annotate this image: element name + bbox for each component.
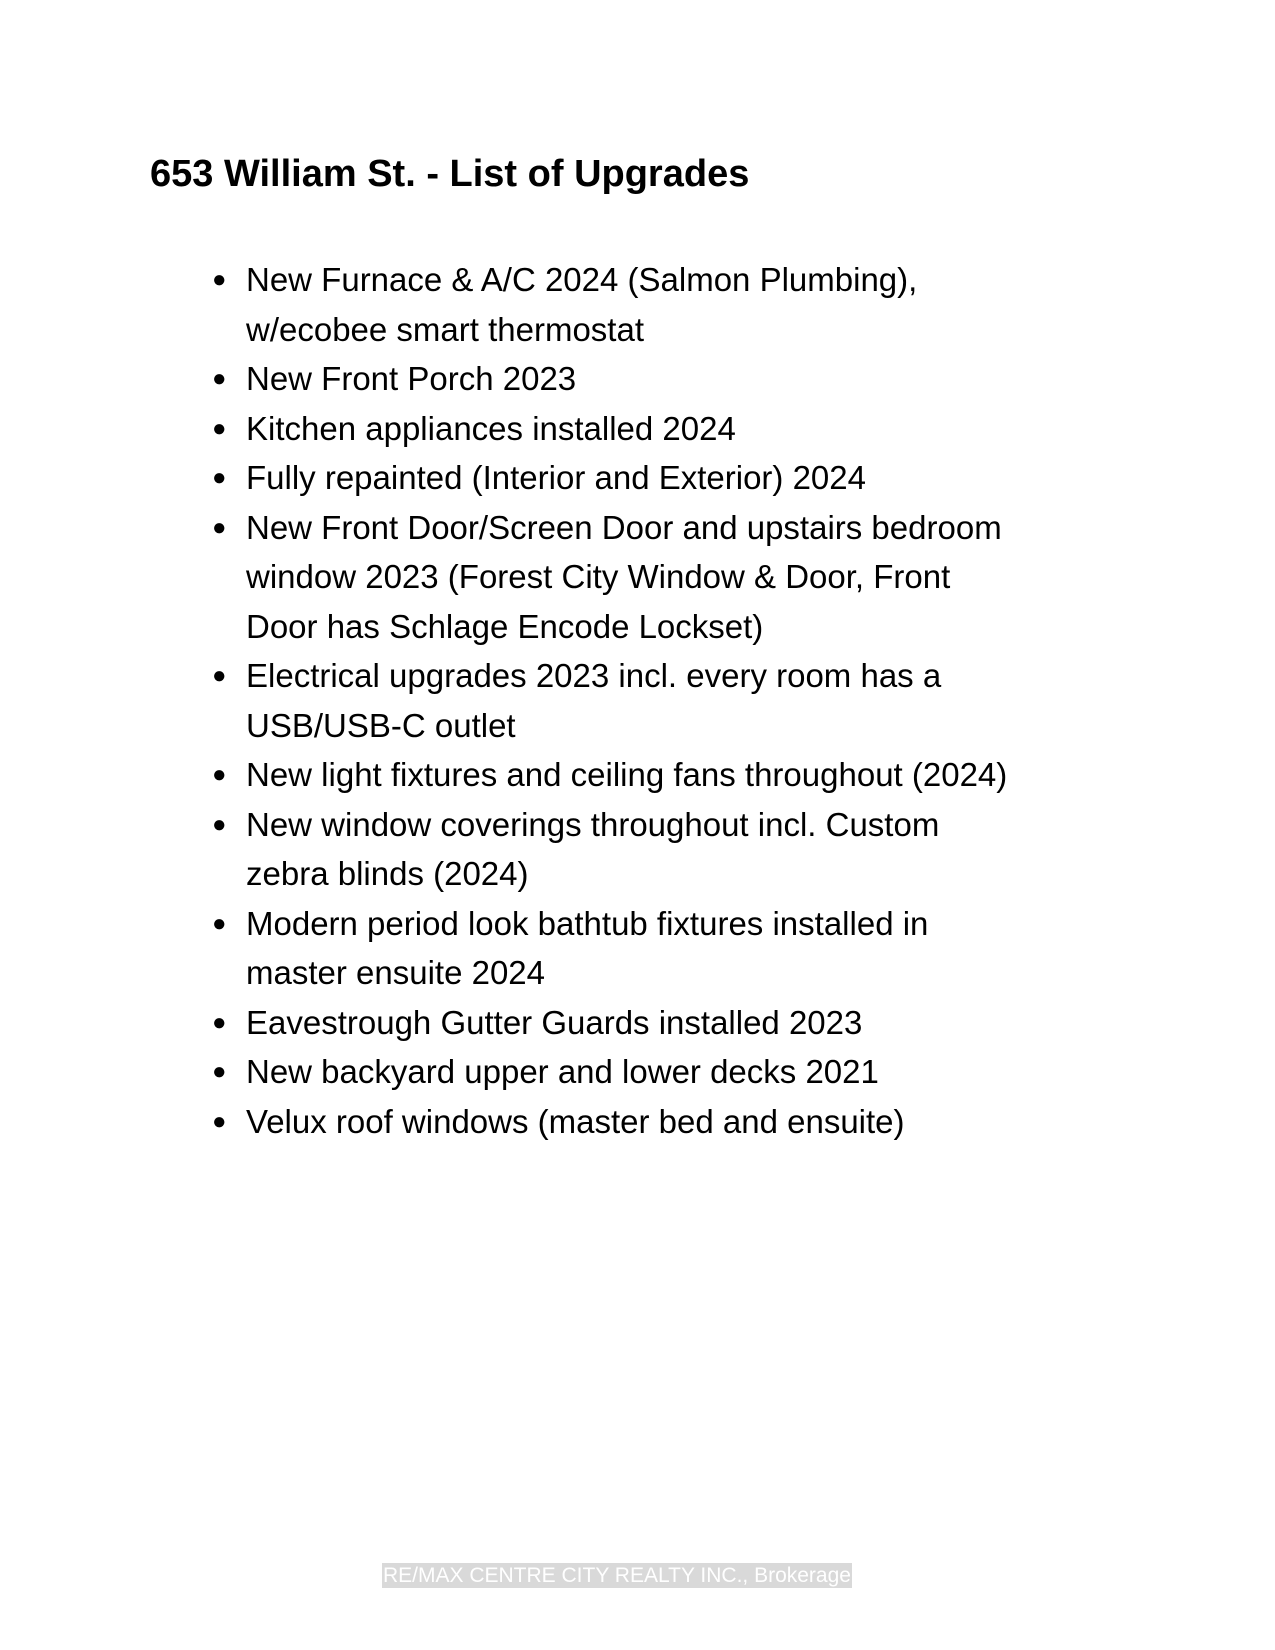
upgrade-list-item	[212, 1047, 1132, 1097]
upgrade-item-text: master ensuite 2024	[246, 954, 546, 991]
bullet-icon: ●	[212, 513, 227, 541]
upgrades-list	[212, 255, 1132, 1146]
upgrade-item-text: New light fixtures and ceiling fans throughout (2024)	[246, 756, 1008, 793]
bullet-icon: ●	[212, 365, 227, 392]
upgrade-item-text: Door has Schlage Encode Lockset)	[246, 607, 764, 645]
bullet-icon: ●	[212, 1107, 227, 1135]
upgrade-list-item	[212, 800, 1132, 899]
upgrade-item-text: Modern period look bathtub fixtures installed in	[246, 904, 929, 942]
bullet-icon: ●	[212, 761, 227, 788]
upgrade-item-text: Eavestrough Gutter Guards installed 2023	[246, 1003, 863, 1041]
bullet-icon: ●	[212, 909, 227, 937]
upgrade-item-text: window 2023 (Forest City Window & Door, Front	[246, 558, 951, 595]
upgrade-item-text: Electrical upgrades 2023 incl. every room has a	[246, 657, 942, 694]
bullet-icon: ●	[212, 464, 227, 491]
upgrade-item-text: New backyard upper and lower decks 2021	[246, 1053, 879, 1090]
bullet-icon: ●	[212, 1058, 227, 1085]
upgrade-list-item	[212, 354, 1132, 404]
bullet-icon: ●	[212, 662, 227, 689]
upgrade-list-item	[212, 750, 1132, 800]
bullet-icon: ●	[212, 414, 227, 442]
bullet-icon: ●	[212, 266, 227, 293]
upgrade-item-text: New Front Door/Screen Door and upstairs bedroom	[246, 508, 1002, 546]
brokerage-watermark: RE/MAX CENTRE CITY REALTY INC., Brokerage	[383, 1564, 851, 1587]
upgrade-list-item	[212, 404, 1132, 454]
upgrade-item-text: Velux roof windows (master bed and ensuite)	[246, 1102, 905, 1140]
upgrade-list-item	[212, 899, 1132, 998]
page-title: 653 William St. - List of Upgrades	[150, 153, 750, 195]
upgrade-list-item	[212, 998, 1132, 1048]
bullet-icon: ●	[212, 810, 227, 838]
upgrade-item-text: New Furnace & A/C 2024 (Salmon Plumbing),	[246, 261, 918, 298]
upgrade-item-text: New window coverings throughout incl. Custom	[246, 805, 940, 843]
bullet-icon: ●	[212, 1008, 227, 1036]
upgrade-item-text: Fully repainted (Interior and Exterior) 2024	[246, 459, 866, 496]
upgrade-list-item	[212, 453, 1132, 503]
upgrade-item-text: New Front Porch 2023	[246, 360, 577, 397]
upgrade-list-item	[212, 651, 1132, 750]
upgrade-list-item	[212, 1097, 1132, 1147]
upgrade-item-text: Kitchen appliances installed 2024	[246, 409, 736, 447]
upgrade-list-item	[212, 255, 1132, 354]
upgrade-item-text: w/ecobee smart thermostat	[246, 310, 644, 348]
upgrade-list-item	[212, 503, 1132, 652]
upgrade-item-text: zebra blinds (2024)	[246, 855, 529, 892]
upgrade-item-text: USB/USB-C outlet	[246, 706, 516, 744]
